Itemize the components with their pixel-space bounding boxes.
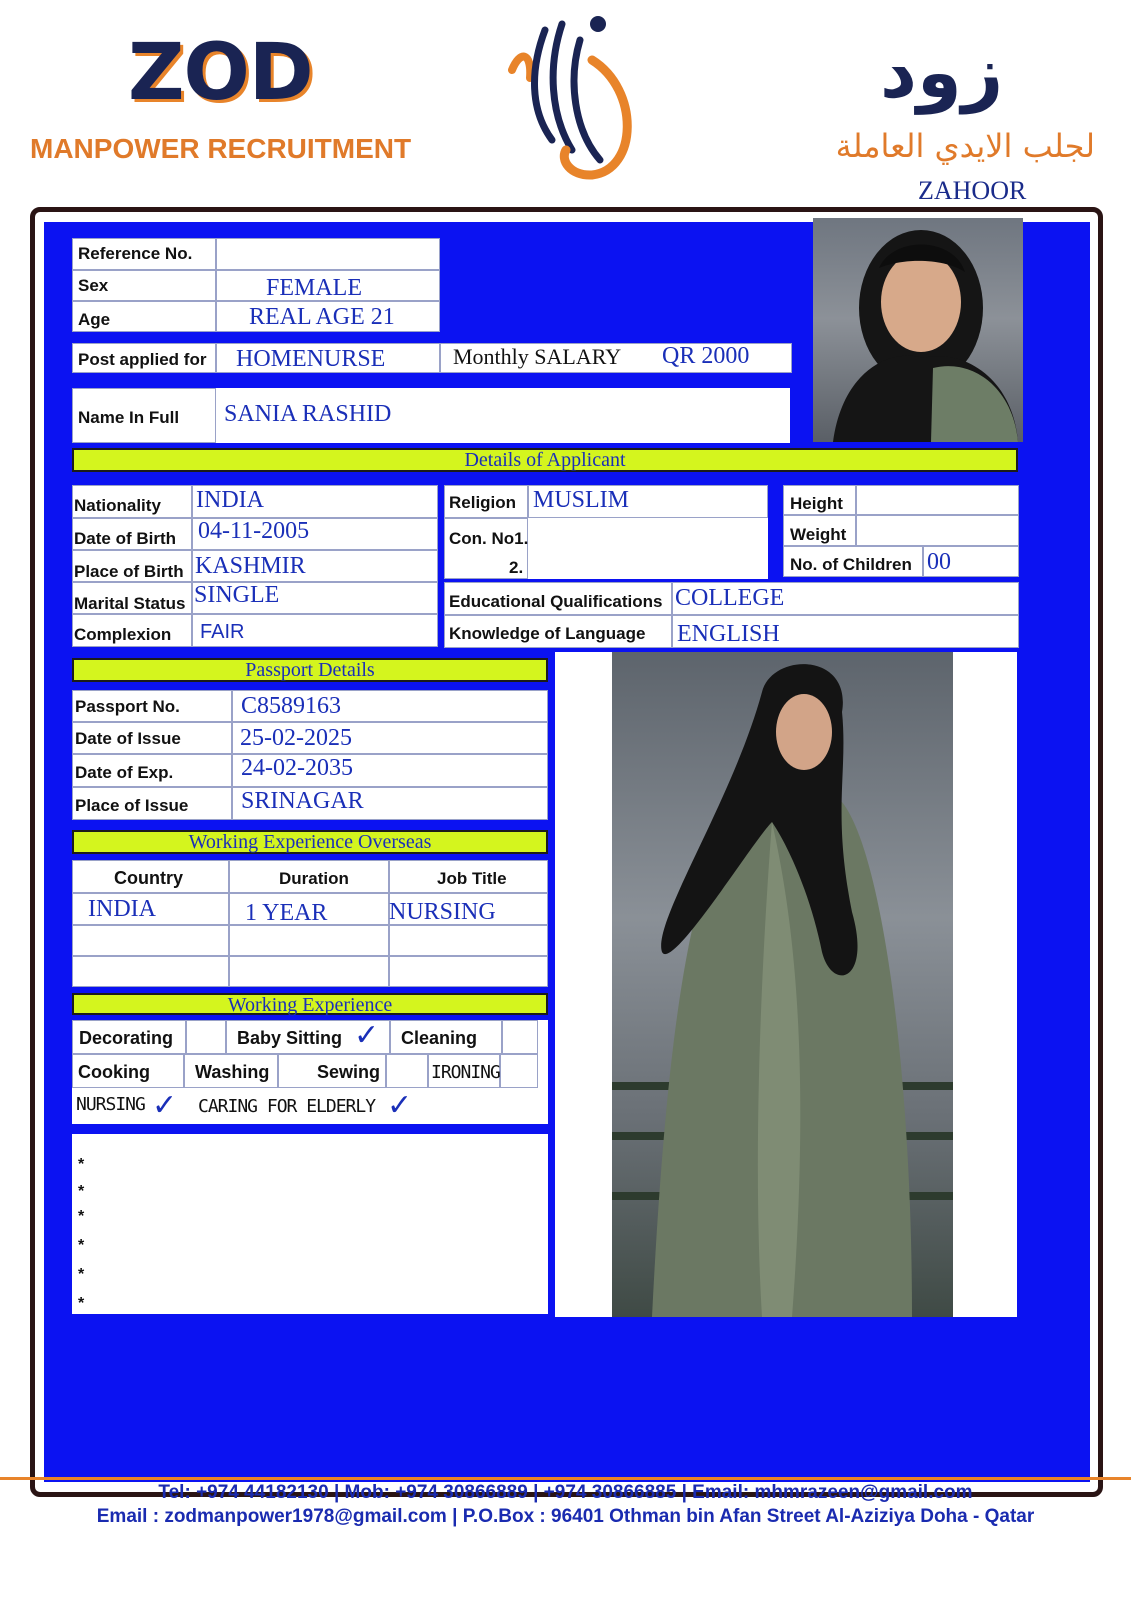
nursing-check-icon: ✓ xyxy=(152,1088,178,1123)
reference-label: Reference No. xyxy=(78,244,193,263)
note-bullet: * xyxy=(78,1183,85,1200)
complexion-label: Complexion xyxy=(74,625,172,644)
sex-value: FEMALE xyxy=(266,275,362,301)
arabic-brand: زود xyxy=(880,30,1004,114)
religion-label: Religion xyxy=(449,493,517,512)
brand-name: ZOD xyxy=(128,28,313,118)
passport-no-value: C8589163 xyxy=(241,693,342,719)
post-label: Post applied for xyxy=(78,350,207,369)
col-job-title: Job Title xyxy=(437,869,507,888)
overseas-country: INDIA xyxy=(88,896,156,922)
skill-baby-sitting: Baby Sitting xyxy=(237,1028,343,1048)
passport-no-label: Passport No. xyxy=(75,697,180,716)
complexion-value: FAIR xyxy=(200,621,245,643)
issue-place-label: Place of Issue xyxy=(75,796,189,815)
post-value: HOMENURSE xyxy=(236,346,386,372)
sex-label: Sex xyxy=(78,276,109,295)
company-logo-icon xyxy=(500,10,640,185)
passport-band: Passport Details xyxy=(72,658,548,682)
salary-label: Monthly SALARY xyxy=(453,344,622,369)
issue-place-value: SRINAGAR xyxy=(241,788,364,814)
issue-date-label: Date of Issue xyxy=(75,729,181,748)
name-value: SANIA RASHID xyxy=(224,401,392,427)
education-label: Educational Qualifications xyxy=(449,592,663,611)
baby-sitting-check-icon: ✓ xyxy=(354,1018,380,1053)
contact-label: Con. No1. xyxy=(449,529,529,548)
brand-subtitle: MANPOWER RECRUITMENT xyxy=(30,133,412,164)
overseas-duration: 1 YEAR xyxy=(245,900,328,926)
nationality-label: Nationality xyxy=(74,496,161,515)
salary-value: QR 2000 xyxy=(662,343,750,369)
nationality-value: INDIA xyxy=(196,487,264,513)
expiry-date-value: 24-02-2035 xyxy=(241,755,353,781)
note-bullet: * xyxy=(78,1266,85,1283)
height-label: Height xyxy=(790,494,843,513)
dob-value: 04-11-2005 xyxy=(198,518,310,544)
applicant-full-photo xyxy=(612,652,953,1317)
weight-label: Weight xyxy=(790,525,847,544)
skill-cooking: Cooking xyxy=(78,1062,150,1082)
applicant-portrait-photo xyxy=(813,218,1023,442)
note-bullet: * xyxy=(78,1295,85,1312)
skill-decorating: Decorating xyxy=(79,1028,174,1048)
footer-divider xyxy=(0,1477,1131,1480)
note-bullet: * xyxy=(78,1156,85,1173)
skill-washing: Washing xyxy=(195,1062,270,1082)
children-value: 00 xyxy=(927,549,951,575)
arabic-subtitle: لجلب الايدي العاملة xyxy=(835,127,1095,165)
marital-value: SINGLE xyxy=(194,582,280,608)
skill-cleaning: Cleaning xyxy=(401,1028,478,1048)
overseas-band: Working Experience Overseas xyxy=(72,830,548,854)
footer-contact-line: Tel: +974 44182130 | Mob: +974 30866889 | +974 30866885 | Email: mhmrazeen@gmail.com xyxy=(158,1482,973,1503)
age-label: Age xyxy=(78,310,111,329)
skill-caring-elderly: CARING FOR ELDERLY xyxy=(198,1096,376,1117)
dob-label: Date of Birth xyxy=(74,529,176,548)
age-value: REAL AGE 21 xyxy=(249,304,395,330)
contact2-label: 2. xyxy=(509,558,524,577)
marital-label: Marital Status xyxy=(74,594,186,613)
col-country: Country xyxy=(114,868,183,888)
skill-nursing: NURSING xyxy=(76,1094,145,1115)
notes-box xyxy=(72,1134,548,1314)
note-bullet: * xyxy=(78,1208,85,1225)
issue-date-value: 25-02-2025 xyxy=(240,725,352,751)
expiry-date-label: Date of Exp. xyxy=(75,763,174,782)
language-label: Knowledge of Language xyxy=(449,624,646,643)
language-value: ENGLISH xyxy=(677,621,780,647)
religion-value: MUSLIM xyxy=(533,487,630,513)
note-bullet: * xyxy=(78,1237,85,1254)
overseas-job: NURSING xyxy=(389,899,496,925)
skill-sewing: Sewing xyxy=(317,1062,381,1082)
caring-check-icon: ✓ xyxy=(387,1088,413,1123)
footer-address-line: Email : zodmanpower1978@gmail.com | P.O.Box : 96401 Othman bin Afan Street Al-Aziziya Doha - Qatar xyxy=(96,1506,1035,1527)
zahoor-label: ZAHOOR xyxy=(918,176,1027,205)
experience-band: Working Experience xyxy=(72,993,548,1015)
pob-label: Place of Birth xyxy=(74,562,184,581)
pob-value: KASHMIR xyxy=(195,553,306,579)
details-band: Details of Applicant xyxy=(72,448,1018,472)
col-duration: Duration xyxy=(279,869,349,888)
name-label: Name In Full xyxy=(78,408,180,427)
education-value: COLLEGE xyxy=(675,585,785,611)
skill-ironing: IRONING xyxy=(431,1062,500,1083)
children-label: No. of Children xyxy=(790,555,912,574)
